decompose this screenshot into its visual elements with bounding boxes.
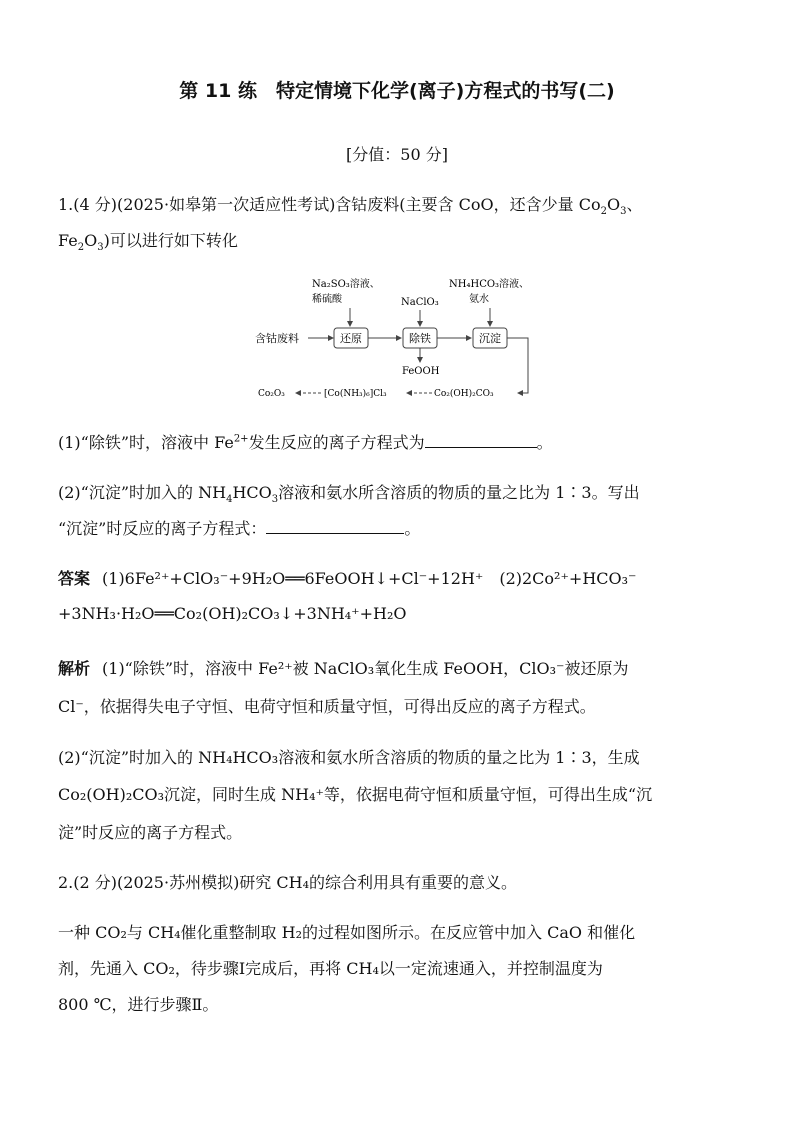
flow-arrow-return <box>507 338 528 393</box>
q2-line4: 800 ℃，进行步骤Ⅱ。 <box>58 995 219 1014</box>
q1-sub2-prefix: (2)“沉淀”时加入的 NH <box>58 483 227 502</box>
q1-intro-line1: 1.(4 分)(2025·如皋第一次适应性考试)含钴废料(主要含 CoO，还含少量 $Co_2O_3$、 <box>58 195 643 218</box>
score-label: [分值：50 分] <box>346 145 448 164</box>
q1-sub2-line2 <box>58 516 420 539</box>
flow-end1: Co₂O₃ <box>258 389 285 399</box>
q1-sub2-hco: HCO <box>232 483 272 502</box>
analysis-text1: (1)“除铁”时，溶液中 Fe²⁺被 NaClO₃氧化生成 FeOOH，ClO₃⁻被还原为 <box>102 659 629 678</box>
flow-step3: 沉淀 <box>479 332 501 345</box>
analysis-line4: Co₂(OH)₂CO₃沉淀，同时生成 NH₄⁺等，依据电荷守恒和质量守恒，可得出生成“沉 <box>58 785 653 804</box>
flow-reagent3-a: NH₄HCO₃溶液、 <box>449 279 530 290</box>
q1-sub2-question: “沉淀”时反应的离子方程式： <box>58 519 267 538</box>
flow-step1: 还原 <box>340 332 362 345</box>
page-title: 第 11 练 特定情境下化学(离子)方程式的书写(二) <box>179 80 615 102</box>
q1-sub1-prefix: (1)“除铁”时，溶液中 Fe <box>58 433 234 452</box>
answer-line1 <box>58 566 637 589</box>
process-flow-diagram <box>250 276 550 401</box>
q1-sub2-text: 溶液和氨水所含溶质的物质的量之比为 1∶3。写出 <box>278 483 640 502</box>
q1-intro-text: 1.(4 分)(2025·如皋第一次适应性考试)含钴废料(主要含 CoO，还含少量 Co <box>58 195 601 214</box>
answer-text1: (1)6Fe²⁺+ClO₃⁻+9H₂O══6FeOOH↓+Cl⁻+12H⁺ (2)2Co²⁺+HCO₃⁻ <box>102 569 637 588</box>
q1-intro-tail: )可以进行如下转化 <box>103 231 238 250</box>
answer-line2 <box>58 604 407 623</box>
flow-byproduct: FeOOH <box>402 366 440 377</box>
flow-start: 含钴废料 <box>255 332 299 345</box>
q2-line1: 2.(2 分)(2025·苏州模拟)研究 CH₄的综合利用具有重要的意义。 <box>58 873 518 892</box>
q1-intro-fe: Fe <box>58 231 78 250</box>
analysis-label: 解析 <box>58 659 91 678</box>
analysis-line3: (2)“沉淀”时加入的 NH₄HCO₃溶液和氨水所含溶质的物质的量之比为 1∶3，生成 <box>58 748 640 767</box>
q1-sub1: (1)“除铁”时，溶液中 $Fe^{2+}$发生反应的离子方程式为 。 <box>58 433 553 452</box>
q1-intro-sep: 、 <box>626 195 643 214</box>
q1-sub1-blank[interactable] <box>425 433 537 448</box>
flow-end2: [Co(NH₃)₆]Cl₃ <box>324 389 387 399</box>
analysis-line1 <box>58 656 629 679</box>
q1-intro-fe-o: O <box>84 231 98 250</box>
q1-intro-line2: $Fe_2O_3$)可以进行如下转化 <box>58 231 238 254</box>
q1-sub2-blank[interactable] <box>266 519 404 534</box>
flow-end3: Co₂(OH)₂CO₃ <box>434 389 494 399</box>
flow-reagent1-a: Na₂SO₃溶液、 <box>312 279 380 290</box>
q2-line3: 剂，先通入 CO₂，待步骤Ⅰ完成后，再将 CH₄以一定流速通入，并控制温度为 <box>58 959 603 978</box>
q1-sub2-line1: (2)“沉淀”时加入的 $NH_4HCO_3$溶液和氨水所含溶质的物质的量之比为 1∶3。写出 <box>58 483 640 506</box>
flow-step2: 除铁 <box>409 332 431 345</box>
answer-label: 答案 <box>58 569 91 588</box>
q1-sub2-end: 。 <box>404 519 421 538</box>
answer-text2: +3NH₃·H₂O══Co₂(OH)₂CO₃↓+3NH₄⁺+H₂O <box>58 604 407 623</box>
flow-reagent1-b: 稀硫酸 <box>312 294 342 305</box>
analysis-line2: Cl⁻，依据得失电子守恒、电荷守恒和质量守恒，可得出反应的离子方程式。 <box>58 697 596 716</box>
q1-sub1-end: 。 <box>536 433 553 452</box>
q2-line2: 一种 CO₂与 CH₄催化重整制取 H₂的过程如图所示。在反应管中加入 CaO 和催化 <box>58 923 636 942</box>
q1-sub1-text: 发生反应的离子方程式为 <box>248 433 425 452</box>
analysis-line5: 淀”时反应的离子方程式。 <box>58 823 243 842</box>
flow-reagent2: NaClO₃ <box>401 297 439 308</box>
q1-intro-o: O <box>606 195 621 214</box>
flow-reagent3-b: 氨水 <box>469 294 489 305</box>
